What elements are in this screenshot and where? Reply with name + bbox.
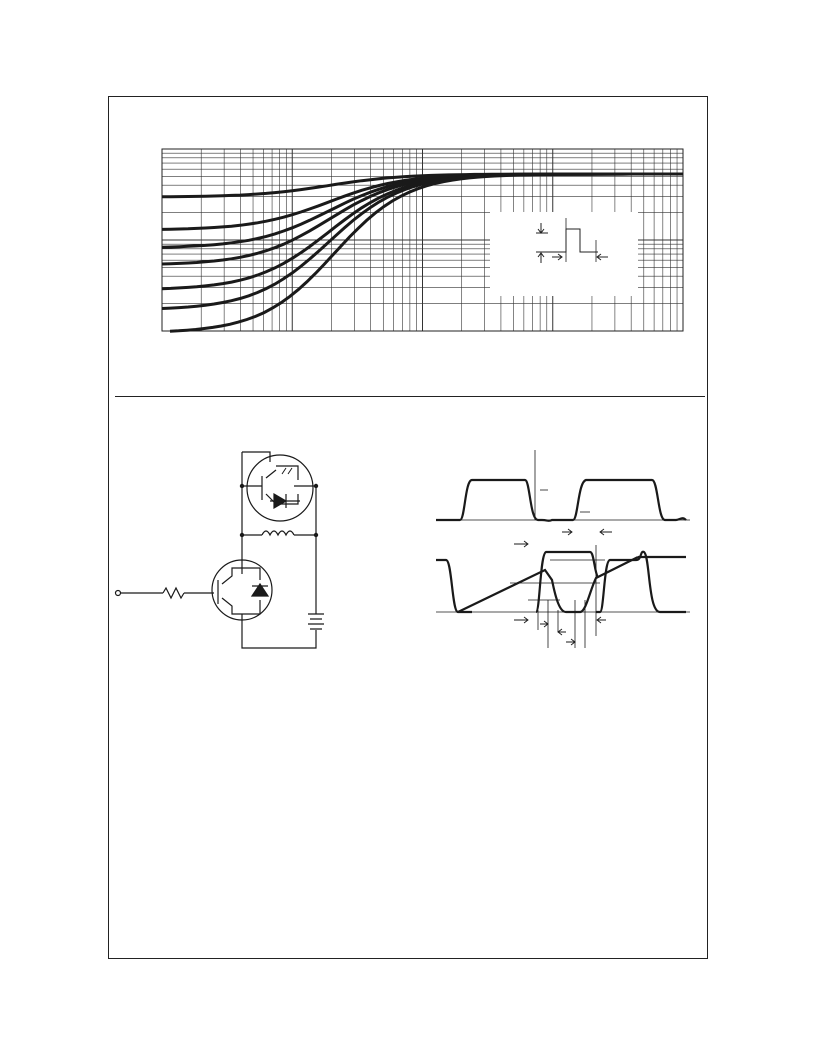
timing-arrow: [540, 621, 548, 627]
timing-arrow: [600, 529, 612, 535]
timing-arrow: [562, 529, 572, 535]
timing-arrow: [597, 617, 606, 623]
collector-voltage-pulse-1: [536, 552, 598, 612]
timing-arrow: [514, 541, 528, 547]
timing-arrow: [514, 617, 528, 623]
collector-voltage-pulse-2: [596, 552, 686, 612]
collector-voltage-waveform: [436, 560, 472, 612]
timing-arrow: [566, 639, 575, 645]
timing-arrow: [558, 629, 566, 635]
gate-waveform: [436, 480, 686, 521]
